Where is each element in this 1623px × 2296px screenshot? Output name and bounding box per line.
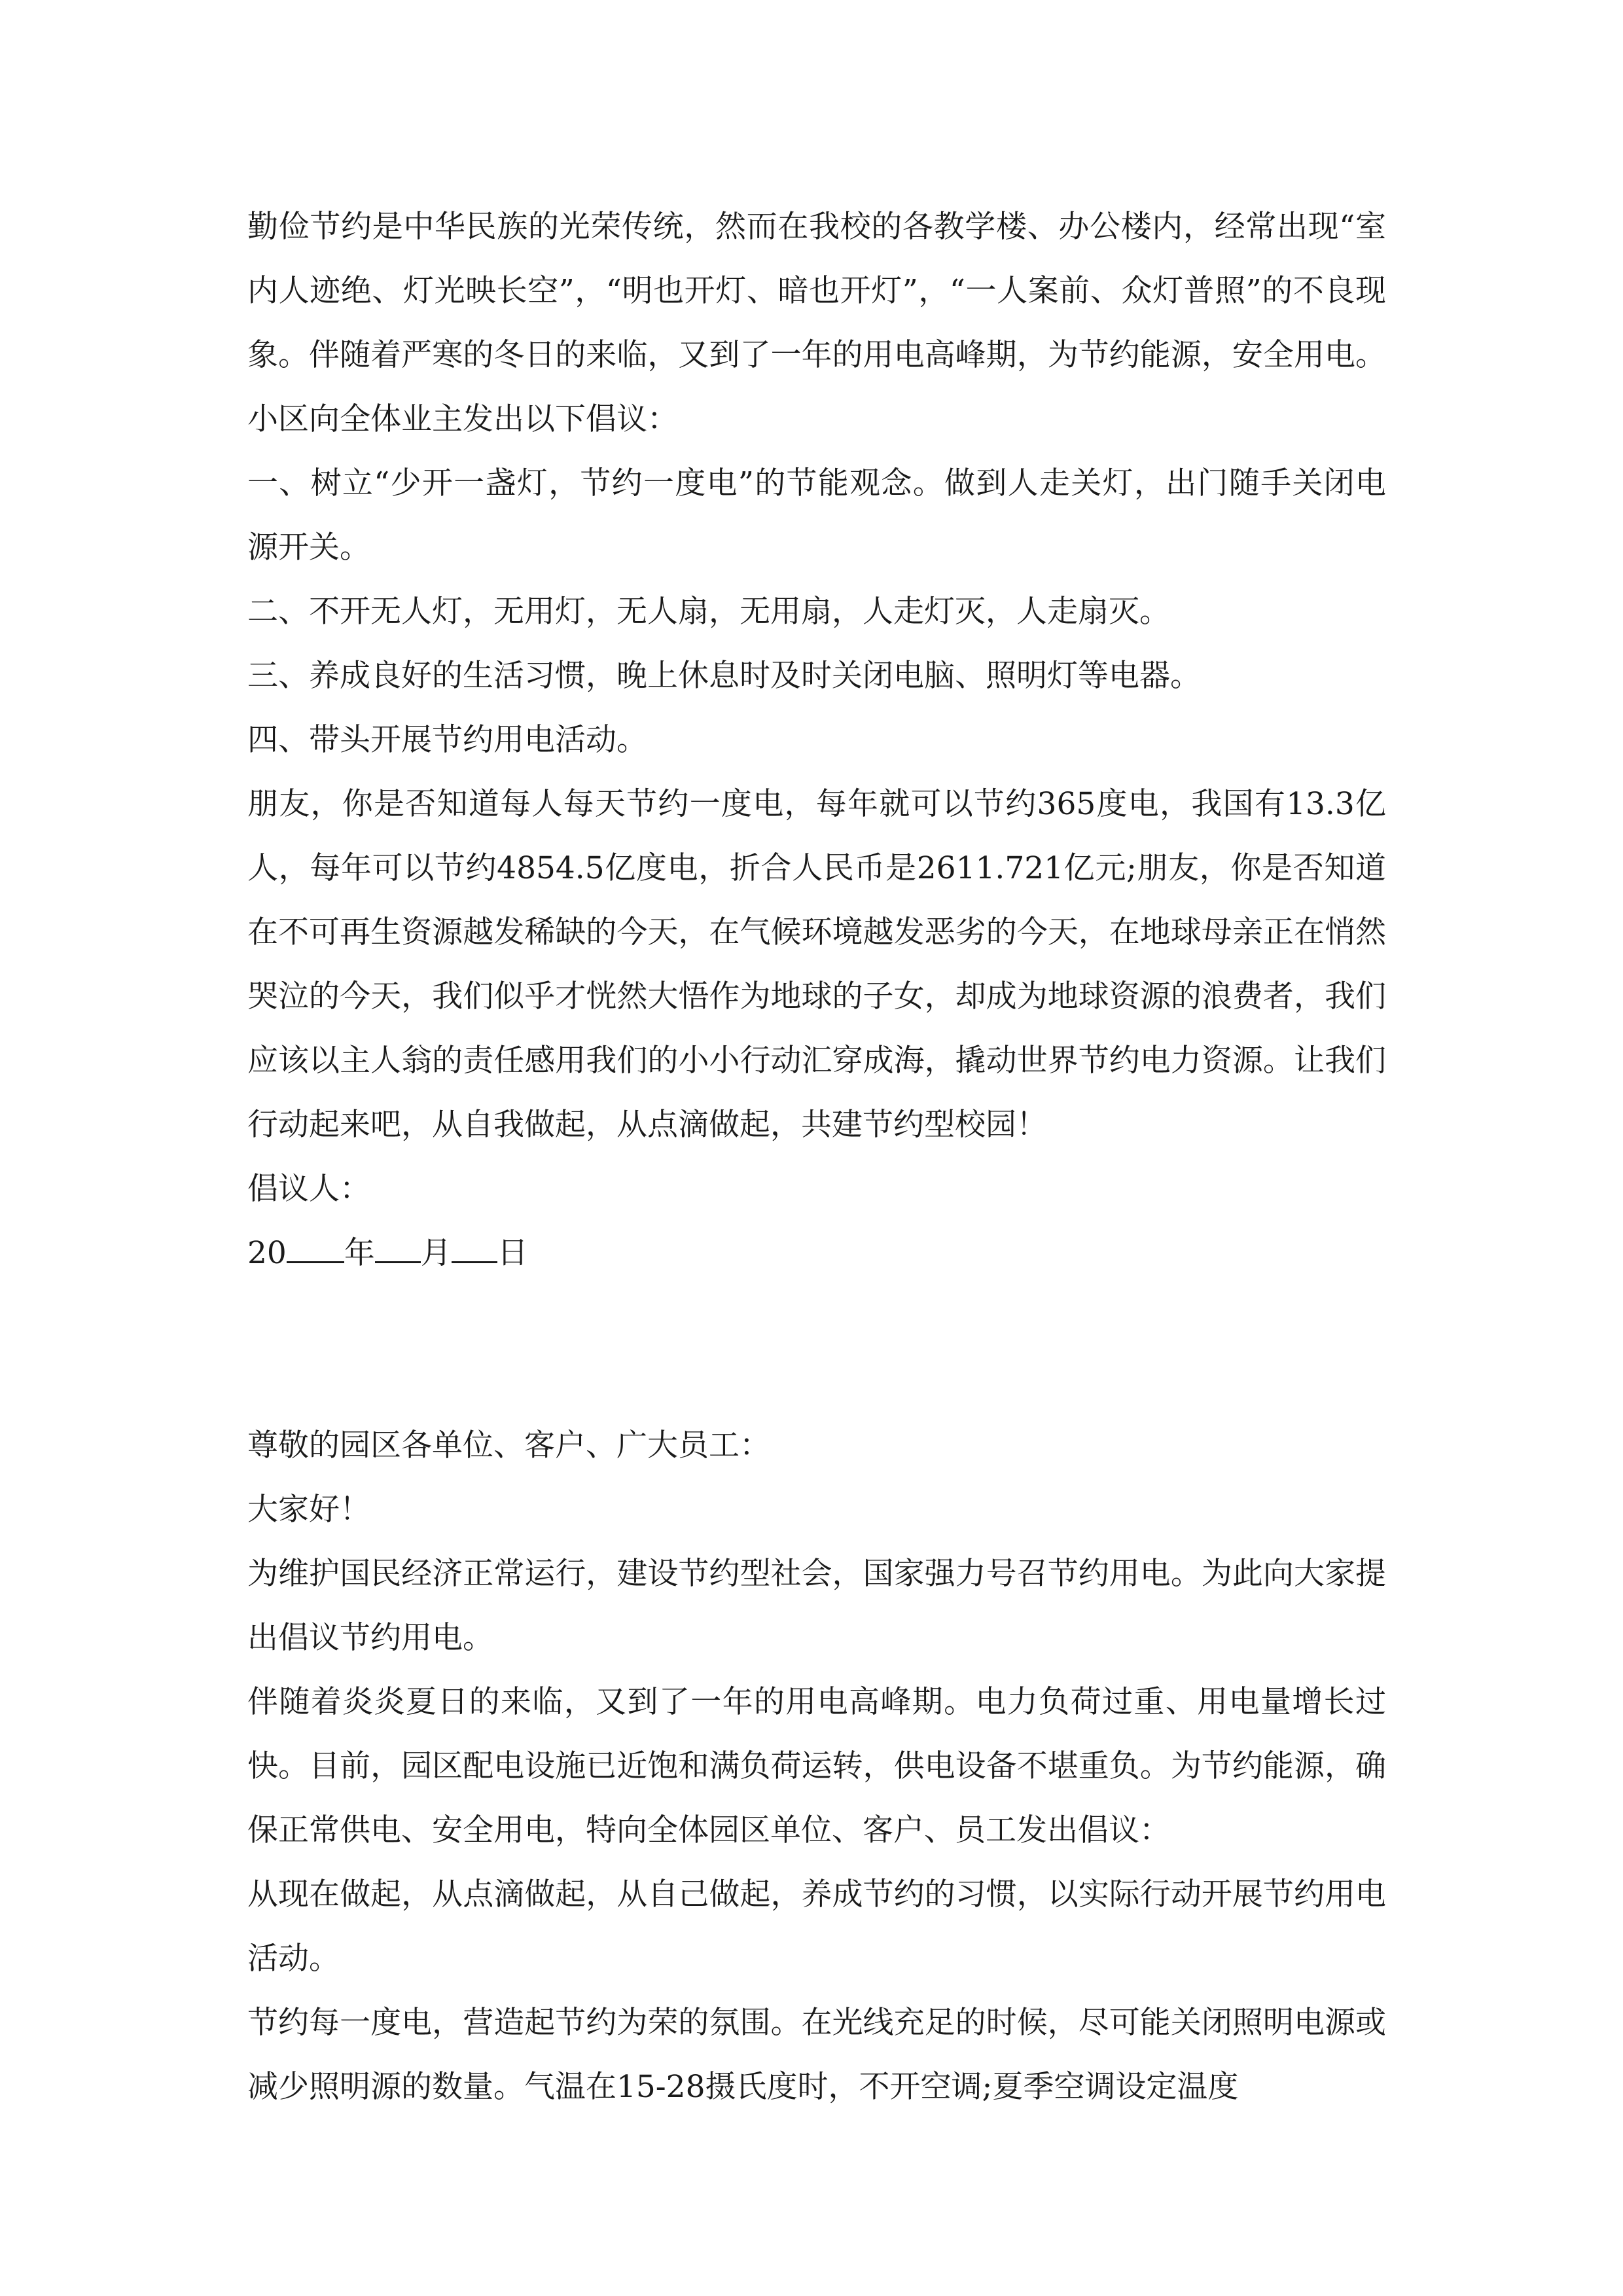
letter1-intro: 勤俭节约是中华民族的光荣传统，然而在我校的各教学楼、办公楼内，经常出现“室内人迹绝、灯光映长空”，“明也开灯、暗也开灯”，“一人案前、众灯普照”的不良现象。伴随着严寒的冬日的来临，又到了一年的用电高峰期，为节约能源，安全用电。小区向全体业主发出以下倡议： bbox=[247, 209, 1386, 437]
document-body bbox=[247, 195, 1386, 2119]
letter2-paragraph-1: 为维护国民经济正常运行，建设节约型社会，国家强力号召节约用电。为此向大家提出倡议节约用电。 bbox=[247, 1556, 1386, 1656]
letter1-item-1: 一、树立“少开一盏灯，节约一度电”的节能观念。做到人走关灯，出门随手关闭电源开关。 bbox=[247, 465, 1386, 565]
letter2-salutation: 尊敬的园区各单位、客户、广大员工： bbox=[247, 1427, 770, 1463]
letter1-item-4: 四、带头开展节约用电活动。 bbox=[247, 722, 647, 758]
letter2-paragraph-2: 伴随着炎炎夏日的来临，又到了一年的用电高峰期。电力负荷过重、用电量增长过快。目前，园区配电设施已近饱和满负荷运转，供电设备不堪重负。为节约能源，确保正常供电、安全用电，特向全体园区单位、客户、员工发出倡议： bbox=[247, 1684, 1386, 1848]
letter2-greeting: 大家好！ bbox=[247, 1492, 370, 1528]
letter2-paragraph-3: 从现在做起，从点滴做起，从自己做起，养成节约的习惯，以实际行动开展节约用电活动。 bbox=[247, 1876, 1386, 1977]
section-gap bbox=[247, 1285, 1386, 1414]
letter1-signer: 倡议人： bbox=[247, 1171, 370, 1207]
year-blank bbox=[287, 1235, 344, 1263]
date-month-label: 月 bbox=[420, 1235, 452, 1271]
letter2-paragraph-4: 节约每一度电，营造起节约为荣的氛围。在光线充足的时候，尽可能关闭照明电源或减少照明源的数量。气温在15-28摄氏度时，不开空调;夏季空调设定温度 bbox=[247, 2005, 1386, 2105]
date-year-label: 年 bbox=[344, 1235, 375, 1271]
date-day-label: 日 bbox=[497, 1235, 528, 1271]
month-blank bbox=[375, 1235, 421, 1263]
date-prefix: 20 bbox=[247, 1235, 287, 1271]
letter1-item-2: 二、不开无人灯，无用灯，无人扇，无用扇，人走灯灭，人走扇灭。 bbox=[247, 594, 1170, 630]
letter1-date-line bbox=[247, 1221, 1386, 1285]
day-blank bbox=[452, 1235, 497, 1263]
letter1-item-3: 三、养成良好的生活习惯，晚上休息时及时关闭电脑、照明灯等电器。 bbox=[247, 658, 1201, 694]
letter1-appeal: 朋友，你是否知道每人每天节约一度电，每年就可以节约365度电，我国有13.3亿人，每年可以节约4854.5亿度电，折合人民币是2611.721亿元;朋友，你是否知道在不可再生资源越发稀缺的今天，在气候环境越发恶劣的今天，在地球母亲正在悄然哭泣的今天，我们似乎才恍然大悟作为地球的子女，却成为地球资源的浪费者，我们应该以主人翁的责任感用我们的小小行动汇穿成海，撬动世界节约电力资源。让我们行动起来吧，从自我做起，从点滴做起，共建节约型校园！ bbox=[247, 786, 1386, 1143]
